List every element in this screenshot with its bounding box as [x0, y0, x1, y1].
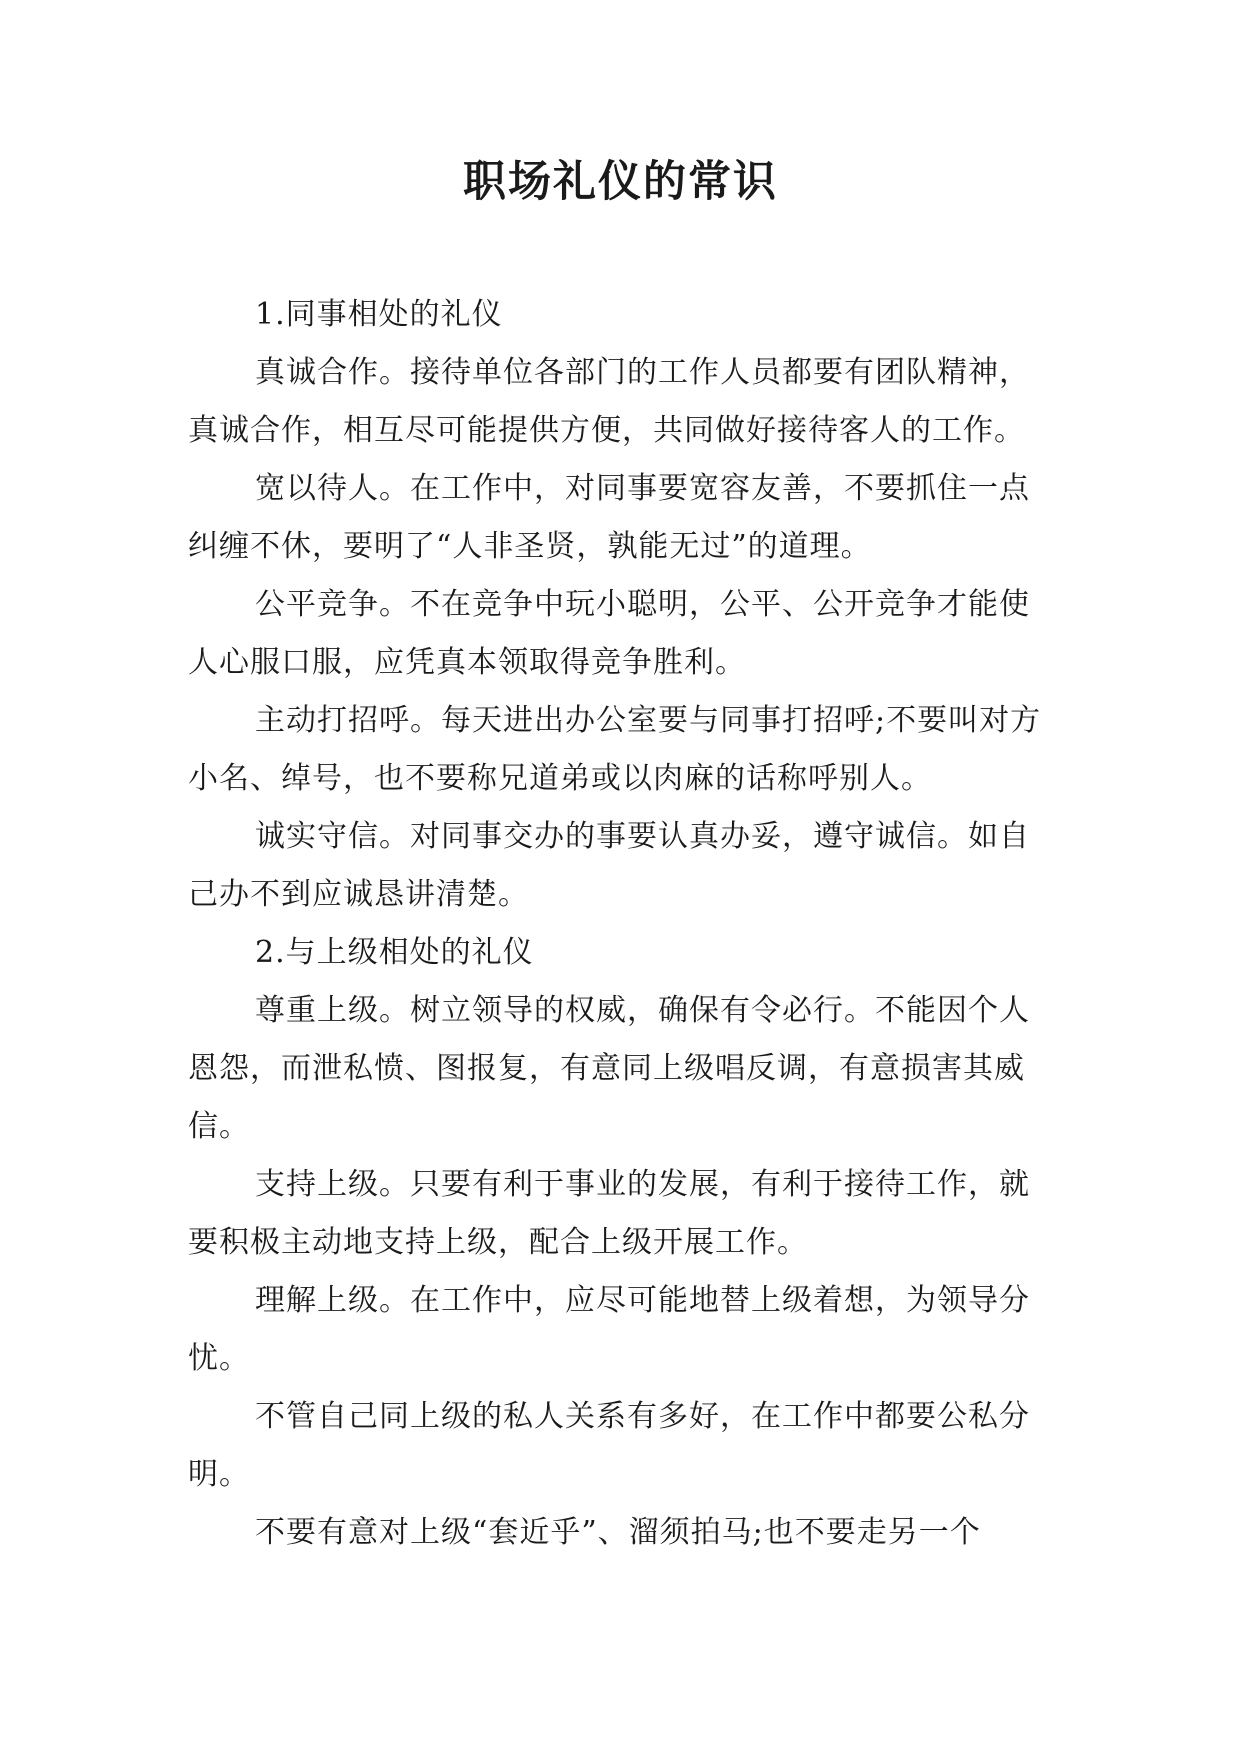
paragraph: 不管自己同上级的私人关系有多好，在工作中都要公私分明。 — [188, 1399, 1030, 1492]
paragraph: 诚实守信。对同事交办的事要认真办妥，遵守诚信。如自己办不到应诚恳讲清楚。 — [188, 819, 1030, 912]
paragraph: 尊重上级。树立领导的权威，确保有令必行。不能因个人恩怨，而泄私愤、图报复，有意同上级唱反调，有意损害其威信。 — [188, 993, 1030, 1144]
paragraph: 真诚合作。接待单位各部门的工作人员都要有团队精神，真诚合作，相互尽可能提供方便，共同做好接待客人的工作。 — [188, 355, 1030, 448]
paragraph: 主动打招呼。每天进出办公室要与同事打招呼;不要叫对方小名、绰号，也不要称兄道弟或以肉麻的话称呼别人。 — [188, 703, 1042, 796]
section-heading: 1.同事相处的礼仪 — [255, 297, 503, 332]
paragraph: 不要有意对上级“套近乎”、溜须拍马;也不要走另一个 — [255, 1515, 981, 1550]
paragraph: 理解上级。在工作中，应尽可能地替上级着想，为领导分忧。 — [188, 1283, 1030, 1376]
document-body — [188, 286, 1058, 1562]
paragraph: 公平竞争。不在竞争中玩小聪明，公平、公开竞争才能使人心服口服，应凭真本领取得竞争胜利。 — [188, 587, 1030, 680]
section-heading: 2.与上级相处的礼仪 — [255, 935, 534, 970]
paragraph: 宽以待人。在工作中，对同事要宽容友善，不要抓住一点纠缠不休，要明了“人非圣贤，孰能无过”的道理。 — [188, 471, 1030, 564]
document-title: 职场礼仪的常识 — [463, 157, 778, 207]
paragraph: 支持上级。只要有利于事业的发展，有利于接待工作，就要积极主动地支持上级，配合上级开展工作。 — [188, 1167, 1030, 1260]
